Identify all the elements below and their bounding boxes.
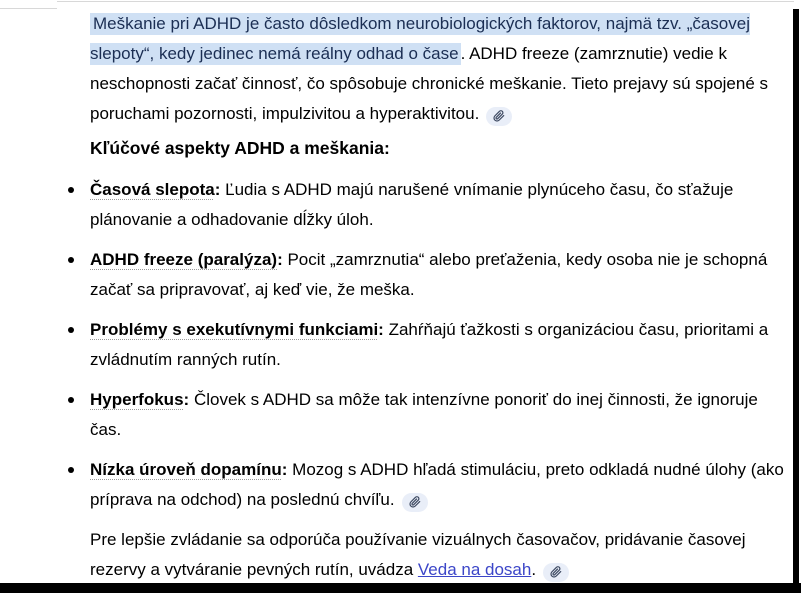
paperclip-icon <box>550 566 562 578</box>
list-item <box>90 245 790 305</box>
paperclip-icon <box>409 496 421 508</box>
bullet-term: Nízka úroveň dopamínu <box>90 460 282 479</box>
bullet-term: Hyperfokus <box>90 390 184 409</box>
bullet-term-colon: : <box>214 180 221 199</box>
closing-paragraph <box>90 525 790 585</box>
bullet-term-colon: : <box>281 460 288 479</box>
intro-paragraph <box>90 9 790 129</box>
list-item <box>90 455 790 515</box>
closing-text: Pre lepšie zvládanie sa odporúča používanie vizuálnych časovačov, pridávanie časovej rezervy a vytváranie pevných rutín, uvádza <box>90 530 746 579</box>
intro-rest-text: . ADHD freeze (zamrznutie) vedie k neschopnosti začať činnosť, čo spôsobuje chronické meškanie. Tieto prejavy sú spojené s poruchami pozornosti, impulzivitou a hyperaktivitou. <box>90 44 769 123</box>
list-item <box>90 385 790 445</box>
source-link[interactable]: Veda na dosah <box>417 560 532 579</box>
bullet-term: Problémy s exekutívnymi funkciami <box>90 320 379 339</box>
list-item <box>90 315 790 375</box>
bullet-text: Ľudia s ADHD majú narušené vnímanie plynúceho času, čo sťažuje plánovanie a odhadovanie dĺžky úloh. <box>90 180 734 229</box>
bullet-term: Časová slepota <box>90 180 215 199</box>
citation-pill[interactable] <box>486 107 512 126</box>
highlighted-sentence: Meškanie pri ADHD je často dôsledkom neurobiologických faktorov, najmä tzv. „časovej slepoty“, kedy jedinec nemá reálny odhad o čase <box>90 14 750 63</box>
list-item <box>90 175 790 235</box>
bullet-text: Pocit „zamrznutia“ alebo preťaženia, kedy osoba nie je schopná začať sa pripravovať, aj keď vie, že meška. <box>90 250 768 299</box>
bullet-term-colon: : <box>277 250 283 269</box>
bullet-text: Zahŕňajú ťažkosti s organizáciou času, prioritami a zvládnutím ranných rutín. <box>90 320 769 369</box>
bullet-term-colon: : <box>183 390 190 409</box>
citation-pill[interactable] <box>402 493 428 512</box>
bullet-term-colon: : <box>378 320 384 339</box>
paperclip-icon <box>493 110 505 122</box>
closing-period: . <box>531 560 537 579</box>
bullet-text: Človek s ADHD sa môže tak intenzívne ponoriť do inej činnosti, že ignoruje čas. <box>90 390 758 439</box>
section-heading: Kľúčové aspekty ADHD a meškania: <box>90 138 390 158</box>
bullet-term: ADHD freeze (paralýza) <box>90 250 278 269</box>
citation-pill[interactable] <box>543 563 569 582</box>
aspects-list <box>90 175 790 515</box>
bullet-text: Mozog s ADHD hľadá stimuláciu, preto odkladá nudné úlohy (ako príprava na odchod) na poslednú chvíľu. <box>90 460 784 509</box>
